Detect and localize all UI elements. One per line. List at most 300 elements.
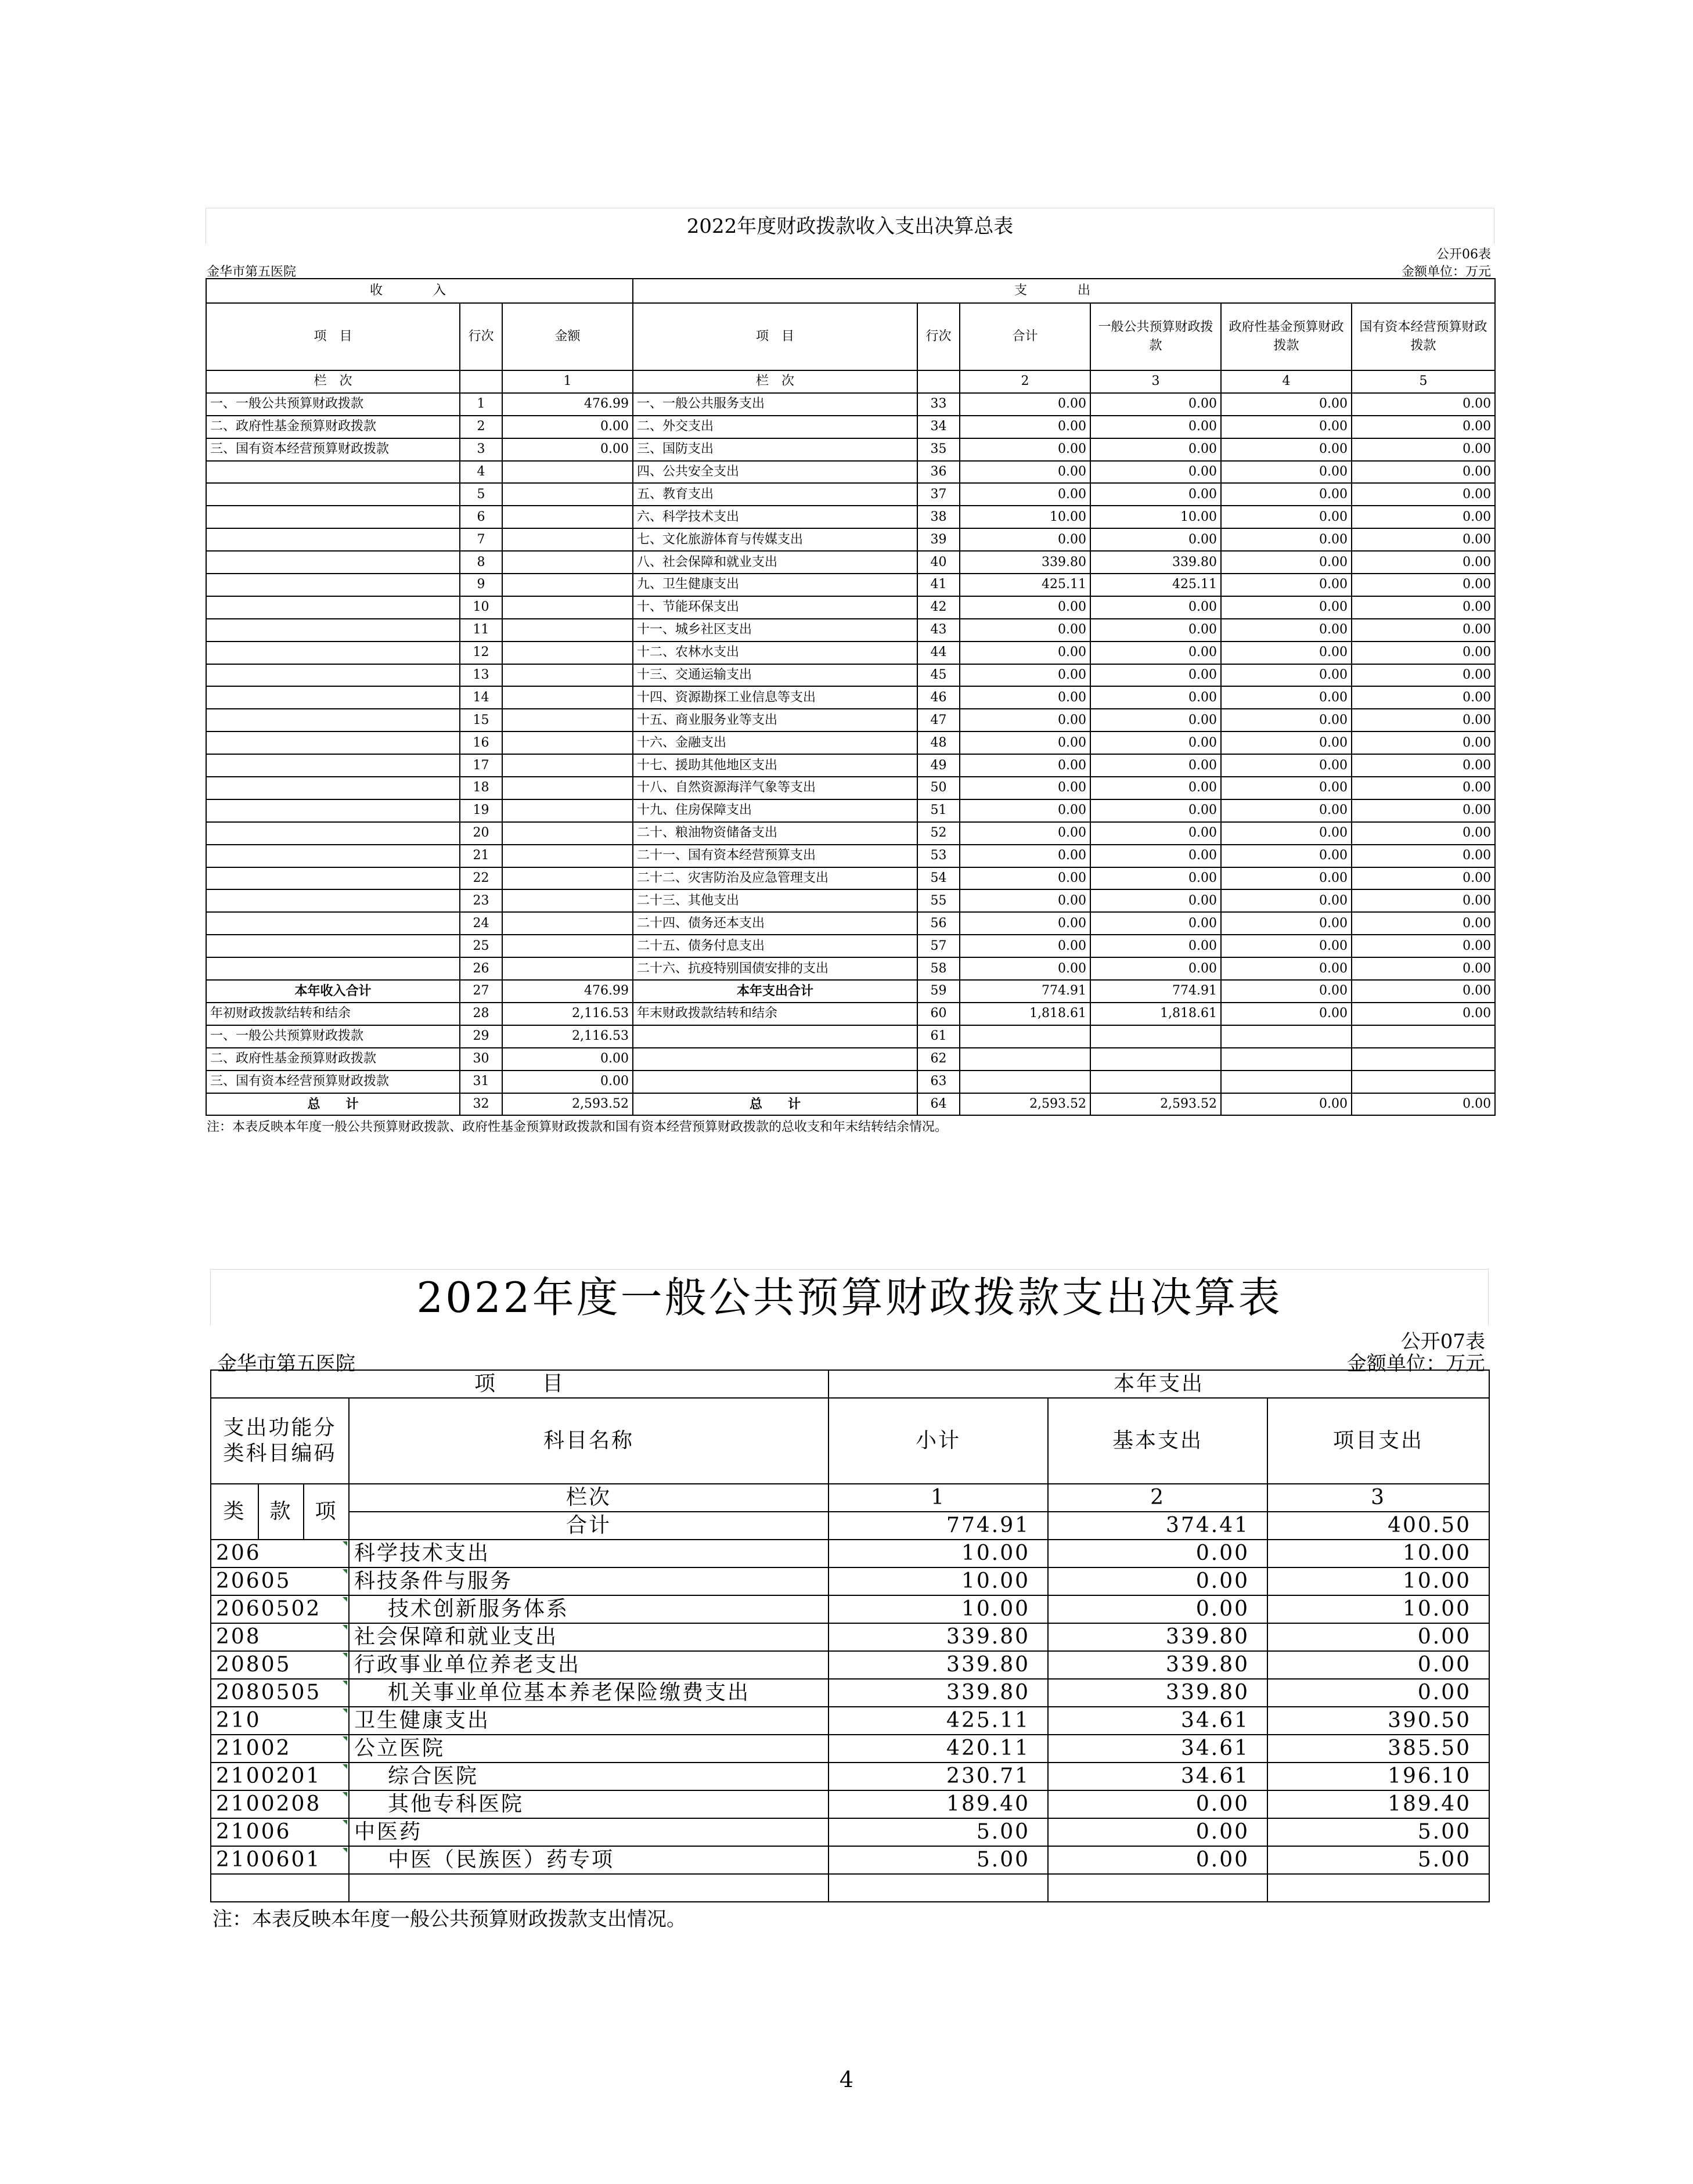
table-cell: 0.00 — [1221, 889, 1352, 912]
table-cell: 0.00 — [1221, 754, 1352, 777]
function-code-text: 20605 — [216, 1569, 291, 1593]
col-index-label: 栏 次 — [206, 370, 460, 393]
table-row — [211, 1735, 1489, 1763]
basic-value: 339.80 — [1048, 1679, 1267, 1707]
table-cell — [206, 596, 460, 619]
table-cell: 0.00 — [1352, 393, 1495, 416]
table-cell — [502, 754, 633, 777]
table-cell — [502, 889, 633, 912]
table-cell — [502, 709, 633, 731]
table1-unit: 金额单位：万元 — [1401, 265, 1491, 279]
table-cell: 二十六、抗疫特别国债安排的支出 — [633, 957, 917, 980]
subtotal-value: 339.80 — [829, 1679, 1048, 1707]
function-code-text: 2100208 — [216, 1792, 322, 1816]
project-value: 5.00 — [1267, 1846, 1489, 1874]
table-cell: 25 — [460, 935, 502, 957]
table-cell: 63 — [917, 1071, 960, 1093]
table-cell: 12 — [460, 641, 502, 664]
basic-value: 34.61 — [1048, 1735, 1267, 1763]
table-row — [211, 1707, 1489, 1735]
subtotal-value: 189.40 — [829, 1790, 1048, 1818]
table2-org: 金华市第五医院 — [217, 1352, 355, 1375]
subtotal-value: 420.11 — [829, 1735, 1048, 1763]
project-value: 189.40 — [1267, 1790, 1489, 1818]
function-code — [211, 1540, 349, 1567]
table-cell: 0.00 — [1352, 822, 1495, 845]
table-cell: 0.00 — [1352, 686, 1495, 709]
subtotal-value: 10.00 — [829, 1595, 1048, 1623]
col-header: 项 目 — [206, 303, 460, 370]
table-cell: 0.00 — [1352, 1093, 1495, 1116]
table-cell: 2,593.52 — [502, 1093, 633, 1116]
table-row — [206, 641, 1495, 664]
col-index — [460, 370, 502, 393]
table-cell — [206, 461, 460, 484]
table-cell: 0.00 — [1090, 461, 1221, 484]
table-cell: 0.00 — [1090, 483, 1221, 506]
table-cell: 0.00 — [1090, 754, 1221, 777]
table-cell — [502, 957, 633, 980]
table-cell: 42 — [917, 596, 960, 619]
table-row — [211, 1595, 1489, 1623]
table-row — [206, 506, 1495, 528]
table-cell: 10 — [460, 596, 502, 619]
table-cell: 0.00 — [1352, 957, 1495, 980]
table-cell: 43 — [917, 619, 960, 641]
table-cell — [502, 551, 633, 574]
table-cell: 十二、农林水支出 — [633, 641, 917, 664]
table-cell: 27 — [460, 980, 502, 1003]
table-cell: 八、社会保障和就业支出 — [633, 551, 917, 574]
table-cell: 0.00 — [1221, 438, 1352, 461]
table-cell: 0.00 — [1090, 731, 1221, 754]
table-cell: 0.00 — [1221, 416, 1352, 438]
function-code — [211, 1707, 349, 1735]
project-value: 0.00 — [1267, 1651, 1489, 1679]
table-cell: 0.00 — [960, 641, 1090, 664]
table-cell — [502, 731, 633, 754]
table-cell: 0.00 — [1090, 935, 1221, 957]
table-cell — [206, 686, 460, 709]
table-cell — [206, 754, 460, 777]
table-row — [206, 912, 1495, 935]
table1-note: 注：本表反映本年度一般公共预算财政拨款、政府性基金预算财政拨款和国有资本经营预算财政拨款的总收支和年末结转结余情况。 — [207, 1120, 948, 1135]
table-cell: 6 — [460, 506, 502, 528]
header-code: 支出功能分类科目编码 — [211, 1398, 349, 1484]
table-cell — [502, 799, 633, 822]
table-cell — [502, 461, 633, 484]
table-cell: 0.00 — [1221, 461, 1352, 484]
table-cell: 37 — [917, 483, 960, 506]
header-year-expense: 本年支出 — [829, 1370, 1489, 1398]
col-index: 1 — [502, 370, 633, 393]
project-value: 385.50 — [1267, 1735, 1489, 1763]
table-row — [206, 393, 1495, 416]
table-cell — [502, 686, 633, 709]
table-cell — [1090, 1071, 1221, 1093]
table-row — [211, 1567, 1489, 1595]
table-cell: 47 — [917, 709, 960, 731]
table-cell: 十、节能环保支出 — [633, 596, 917, 619]
general-budget-expense-table — [210, 1369, 1490, 1902]
table-cell: 2,116.53 — [502, 1025, 633, 1048]
table-cell: 三、国防支出 — [633, 438, 917, 461]
table-row — [206, 1025, 1495, 1048]
col-header: 项 目 — [633, 303, 917, 370]
table-cell: 23 — [460, 889, 502, 912]
col-header: 金额 — [502, 303, 633, 370]
table-cell: 61 — [917, 1025, 960, 1048]
function-code — [211, 1651, 349, 1679]
table-cell — [206, 709, 460, 731]
table-cell: 0.00 — [1221, 1003, 1352, 1025]
table-cell: 0.00 — [1352, 551, 1495, 574]
table-cell: 十三、交通运输支出 — [633, 664, 917, 687]
table-cell: 774.91 — [960, 980, 1090, 1003]
table-cell: 0.00 — [1352, 867, 1495, 890]
summary-table-section — [206, 208, 1494, 1139]
table-cell: 九、卫生健康支出 — [633, 574, 917, 596]
table-cell: 0.00 — [502, 1048, 633, 1071]
table1-org: 金华市第五医院 — [207, 265, 297, 279]
table-cell: 二十一、国有资本经营预算支出 — [633, 845, 917, 867]
project-value: 10.00 — [1267, 1595, 1489, 1623]
table-cell: 0.00 — [1090, 889, 1221, 912]
table-cell: 1,818.61 — [1090, 1003, 1221, 1025]
table-cell: 0.00 — [960, 461, 1090, 484]
table-cell — [206, 483, 460, 506]
table-cell: 0.00 — [1221, 619, 1352, 641]
header-name: 科目名称 — [349, 1398, 829, 1484]
table-cell: 425.11 — [1090, 574, 1221, 596]
table-cell: 0.00 — [960, 867, 1090, 890]
table-cell: 0.00 — [1221, 957, 1352, 980]
table-row — [206, 483, 1495, 506]
table-cell: 22 — [460, 867, 502, 890]
table-cell — [502, 528, 633, 551]
function-code-text: 206 — [216, 1541, 261, 1565]
function-code-text: 2100201 — [216, 1764, 322, 1788]
basic-value: 0.00 — [1048, 1595, 1267, 1623]
table-cell: 0.00 — [1352, 619, 1495, 641]
table-cell: 44 — [917, 641, 960, 664]
table-cell — [502, 574, 633, 596]
col-index — [917, 370, 960, 393]
table-cell: 5 — [460, 483, 502, 506]
table-cell: 0.00 — [1221, 980, 1352, 1003]
table-cell: 0.00 — [1352, 596, 1495, 619]
table-cell: 二、政府性基金预算财政拨款 — [206, 416, 460, 438]
function-code — [211, 1763, 349, 1790]
table-cell: 13 — [460, 664, 502, 687]
table-cell: 0.00 — [1221, 709, 1352, 731]
table-cell: 0.00 — [1221, 551, 1352, 574]
table-cell: 0.00 — [1221, 777, 1352, 799]
table-cell: 0.00 — [1090, 438, 1221, 461]
function-code-text: 2060502 — [216, 1597, 322, 1621]
table-cell — [1090, 1048, 1221, 1071]
table-cell — [206, 912, 460, 935]
cell-marker-icon — [343, 1792, 347, 1797]
table-cell — [502, 777, 633, 799]
income-expense-summary-table — [206, 278, 1496, 1116]
table-cell — [206, 889, 460, 912]
table2-note: 注：本表反映本年度一般公共预算财政拨款支出情况。 — [212, 1908, 686, 1931]
function-code — [211, 1679, 349, 1707]
project-value: 390.50 — [1267, 1707, 1489, 1735]
table-cell: 十九、住房保障支出 — [633, 799, 917, 822]
table-cell: 0.00 — [1090, 416, 1221, 438]
table-cell: 0.00 — [1221, 574, 1352, 596]
table-cell: 0.00 — [502, 416, 633, 438]
table-cell: 2,116.53 — [502, 1003, 633, 1025]
cell-marker-icon — [343, 1736, 347, 1741]
table-cell: 50 — [917, 777, 960, 799]
table-cell: 0.00 — [1352, 1003, 1495, 1025]
cell-marker-icon — [343, 1541, 347, 1546]
table-cell: 本年收入合计 — [206, 980, 460, 1003]
table-cell: 1,818.61 — [960, 1003, 1090, 1025]
table-cell: 本年支出合计 — [633, 980, 917, 1003]
table-cell — [502, 596, 633, 619]
table-cell: 二十二、灾害防治及应急管理支出 — [633, 867, 917, 890]
table-cell — [206, 777, 460, 799]
table-cell: 15 — [460, 709, 502, 731]
table-cell: 52 — [917, 822, 960, 845]
table-cell: 0.00 — [1221, 506, 1352, 528]
table-cell: 0.00 — [1090, 845, 1221, 867]
table-cell: 7 — [460, 528, 502, 551]
table-cell — [1352, 1025, 1495, 1048]
table-cell — [502, 822, 633, 845]
col-index: 3 — [1090, 370, 1221, 393]
project-value: 10.00 — [1267, 1540, 1489, 1567]
table-cell: 0.00 — [1221, 822, 1352, 845]
table-cell: 18 — [460, 777, 502, 799]
project-value: 0.00 — [1267, 1679, 1489, 1707]
table-cell: 0.00 — [1090, 619, 1221, 641]
table2-unit: 金额单位：万元 — [1347, 1352, 1485, 1375]
table-cell: 0.00 — [1221, 731, 1352, 754]
table-cell: 二十三、其他支出 — [633, 889, 917, 912]
subtotal-value: 339.80 — [829, 1623, 1048, 1651]
col-index-label: 栏次 — [349, 1484, 829, 1512]
table-cell: 11 — [460, 619, 502, 641]
table-cell: 0.00 — [1221, 393, 1352, 416]
table-cell: 0.00 — [960, 777, 1090, 799]
table-cell — [502, 483, 633, 506]
empty-cell — [1048, 1874, 1267, 1902]
subtotal-value: 230.71 — [829, 1763, 1048, 1790]
general-budget-expense-section — [210, 1269, 1489, 1936]
table-cell — [502, 867, 633, 890]
table2-title: 2022年度一般公共预算财政拨款支出决算表 — [210, 1269, 1489, 1325]
item-name: 社会保障和就业支出 — [349, 1623, 829, 1651]
table-cell: 0.00 — [960, 664, 1090, 687]
table-cell: 0.00 — [1352, 777, 1495, 799]
table-cell: 9 — [460, 574, 502, 596]
table-row — [206, 619, 1495, 641]
table1-form-no: 公开06表 — [1436, 247, 1491, 262]
total-subtotal: 774.91 — [829, 1512, 1048, 1540]
table-cell: 0.00 — [1221, 935, 1352, 957]
col-index: 1 — [829, 1484, 1048, 1512]
table-cell: 0.00 — [1352, 935, 1495, 957]
table-cell: 十一、城乡社区支出 — [633, 619, 917, 641]
empty-cell — [829, 1874, 1048, 1902]
table-cell: 三、国有资本经营预算财政拨款 — [206, 1071, 460, 1093]
table-row — [206, 889, 1495, 912]
table-cell — [960, 1048, 1090, 1071]
item-name: 中医（民族医）药专项 — [349, 1846, 829, 1874]
table-cell — [633, 1025, 917, 1048]
table-cell: 二十五、债务付息支出 — [633, 935, 917, 957]
table-cell — [206, 845, 460, 867]
table-cell: 0.00 — [960, 709, 1090, 731]
table-cell — [206, 822, 460, 845]
table-row — [206, 574, 1495, 596]
col-index: 4 — [1221, 370, 1352, 393]
table-cell: 54 — [917, 867, 960, 890]
col-index: 2 — [960, 370, 1090, 393]
table-cell — [206, 506, 460, 528]
table-cell: 0.00 — [1352, 641, 1495, 664]
table-row — [206, 461, 1495, 484]
table-cell: 十六、金融支出 — [633, 731, 917, 754]
table-cell: 53 — [917, 845, 960, 867]
basic-value: 339.80 — [1048, 1623, 1267, 1651]
table-cell: 14 — [460, 686, 502, 709]
empty-cell — [211, 1874, 349, 1902]
cell-marker-icon — [343, 1597, 347, 1602]
table-cell: 0.00 — [1090, 664, 1221, 687]
item-name: 卫生健康支出 — [349, 1707, 829, 1735]
table-cell: 35 — [917, 438, 960, 461]
table-cell — [206, 731, 460, 754]
col-header: 国有资本经营预算财政拨款 — [1352, 303, 1495, 370]
table-row — [211, 1763, 1489, 1790]
table-cell: 0.00 — [1090, 822, 1221, 845]
table-cell: 0.00 — [502, 438, 633, 461]
table-cell: 62 — [917, 1048, 960, 1071]
cell-marker-icon — [343, 1709, 347, 1713]
basic-value: 34.61 — [1048, 1763, 1267, 1790]
empty-cell — [1267, 1874, 1489, 1902]
table-cell — [633, 1048, 917, 1071]
table-cell: 0.00 — [1221, 1093, 1352, 1116]
table-cell: 0.00 — [1221, 799, 1352, 822]
table-cell: 30 — [460, 1048, 502, 1071]
page-number: 4 — [839, 2067, 854, 2092]
col-index: 5 — [1352, 370, 1495, 393]
table-cell — [206, 641, 460, 664]
table-cell: 21 — [460, 845, 502, 867]
table-row — [206, 551, 1495, 574]
table-cell: 0.00 — [1090, 799, 1221, 822]
table-cell: 二十四、债务还本支出 — [633, 912, 917, 935]
function-code — [211, 1846, 349, 1874]
table-cell — [960, 1071, 1090, 1093]
table-cell: 年初财政拨款结转和结余 — [206, 1003, 460, 1025]
table-row — [206, 664, 1495, 687]
table-cell: 28 — [460, 1003, 502, 1025]
table-row — [206, 528, 1495, 551]
function-code-text: 208 — [216, 1625, 261, 1649]
project-value: 5.00 — [1267, 1818, 1489, 1846]
function-code — [211, 1623, 349, 1651]
table-cell: 0.00 — [960, 754, 1090, 777]
header-project: 项目支出 — [1267, 1398, 1489, 1484]
table-cell: 39 — [917, 528, 960, 551]
table-cell: 0.00 — [1352, 912, 1495, 935]
table-cell: 2,593.52 — [1090, 1093, 1221, 1116]
table-cell: 二、外交支出 — [633, 416, 917, 438]
table-row — [211, 1540, 1489, 1567]
table-cell — [1221, 1071, 1352, 1093]
function-code-text: 21006 — [216, 1820, 291, 1844]
sub-code-item: 项 — [304, 1484, 349, 1540]
function-code — [211, 1790, 349, 1818]
basic-value: 34.61 — [1048, 1707, 1267, 1735]
subtotal-value: 339.80 — [829, 1651, 1048, 1679]
table-row — [206, 1071, 1495, 1093]
table-row — [206, 957, 1495, 980]
table-cell: 0.00 — [960, 822, 1090, 845]
table-cell: 0.00 — [1352, 483, 1495, 506]
table-cell — [1352, 1071, 1495, 1093]
table-cell — [502, 935, 633, 957]
table-cell: 0.00 — [960, 799, 1090, 822]
function-code-text: 2080505 — [216, 1681, 322, 1704]
table-cell: 0.00 — [1090, 641, 1221, 664]
table-row — [206, 438, 1495, 461]
table-cell: 0.00 — [1352, 980, 1495, 1003]
cell-marker-icon — [343, 1764, 347, 1769]
header-basic: 基本支出 — [1048, 1398, 1267, 1484]
function-code-text: 21002 — [216, 1736, 291, 1760]
table-row — [206, 867, 1495, 890]
table-cell — [1221, 1048, 1352, 1071]
basic-value: 0.00 — [1048, 1818, 1267, 1846]
table-cell — [502, 506, 633, 528]
table-cell: 55 — [917, 889, 960, 912]
col-header: 行次 — [917, 303, 960, 370]
table-cell: 0.00 — [1352, 799, 1495, 822]
table-cell: 0.00 — [1221, 867, 1352, 890]
table-cell: 0.00 — [960, 416, 1090, 438]
table-cell: 0.00 — [960, 912, 1090, 935]
col-index: 3 — [1267, 1484, 1489, 1512]
table-cell: 0.00 — [1221, 528, 1352, 551]
table-cell: 0.00 — [1221, 845, 1352, 867]
table-cell: 45 — [917, 664, 960, 687]
table-row — [211, 1679, 1489, 1707]
col-index: 2 — [1048, 1484, 1267, 1512]
table-cell — [502, 912, 633, 935]
col-index-label: 栏 次 — [633, 370, 917, 393]
subtotal-value: 10.00 — [829, 1567, 1048, 1595]
item-name: 技术创新服务体系 — [349, 1595, 829, 1623]
total-project: 400.50 — [1267, 1512, 1489, 1540]
table-cell: 29 — [460, 1025, 502, 1048]
cell-marker-icon — [343, 1820, 347, 1825]
table-cell: 一、一般公共服务支出 — [633, 393, 917, 416]
table-cell: 一、一般公共预算财政拨款 — [206, 393, 460, 416]
table-cell: 40 — [917, 551, 960, 574]
item-name: 机关事业单位基本养老保险缴费支出 — [349, 1679, 829, 1707]
table-row — [206, 596, 1495, 619]
subtotal-value: 5.00 — [829, 1846, 1048, 1874]
